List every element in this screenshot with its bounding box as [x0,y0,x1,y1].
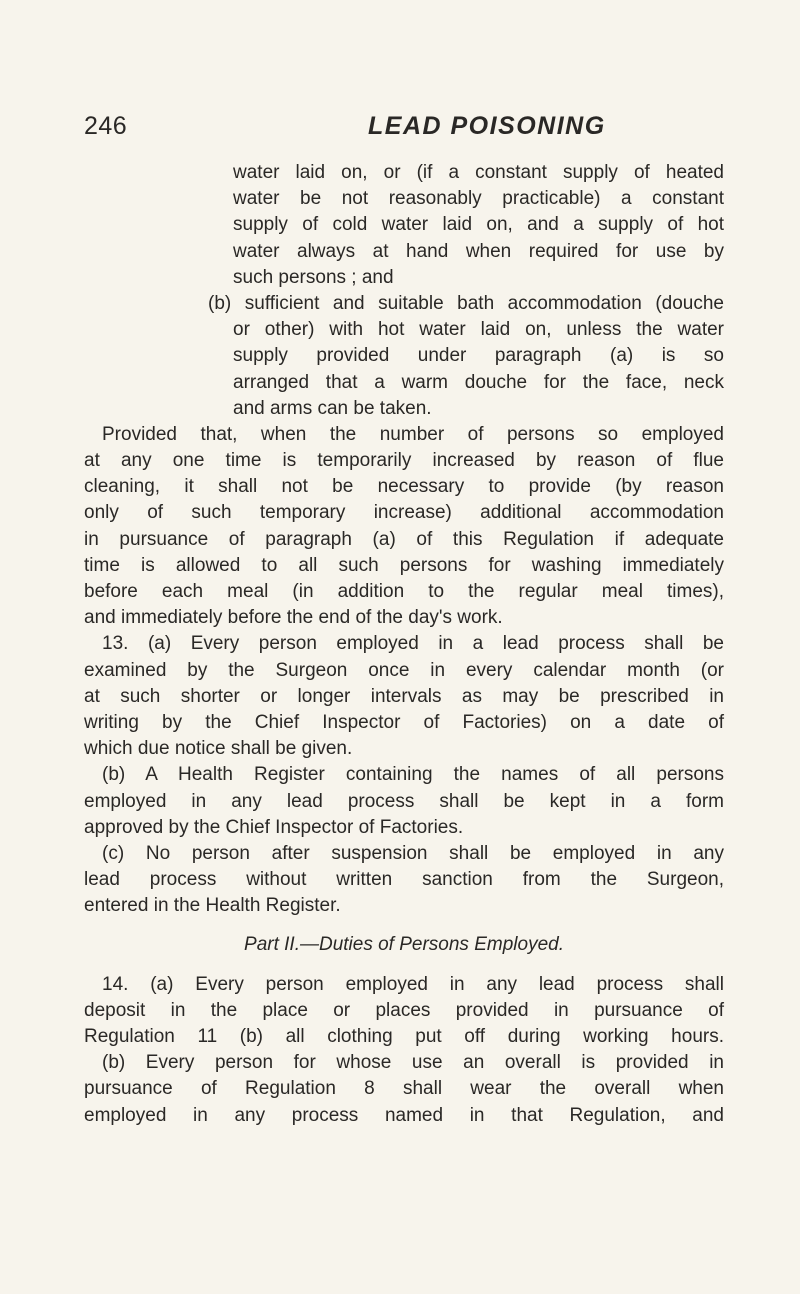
text-line: (b) A Health Register containing the names of all persons [102,764,724,786]
text-line: cleaning, it shall not be necessary to provide (by reason [84,476,724,498]
text-line: approved by the Chief Inspector of Factories. [84,816,464,838]
text-line: employed in any process named in that Regulation, and [84,1104,724,1126]
text-line: lead process without written sanction from the Surgeon, [84,869,724,891]
text-line: and immediately before the end of the day's work. [84,607,503,629]
text-line: deposit in the place or places provided in pursuance of [84,999,724,1021]
page-body [84,160,724,1129]
text-line: arranged that a warm douche for the face, neck [233,371,724,393]
text-line: only of such temporary increase) additional accommodation [84,502,724,524]
section-heading: Part II.—Duties of Persons Employed. [244,934,564,956]
text-line: at any one time is temporarily increased by reason of flue [84,450,724,472]
text-line: supply provided under paragraph (a) is so [233,345,724,367]
text-line: in pursuance of paragraph (a) of this Regulation if adequate [84,528,724,550]
text-line: 14. (a) Every person employed in any lead process shall [102,973,724,995]
text-line: employed in any lead process shall be kept in a form [84,790,724,812]
text-line: (c) No person after suspension shall be employed in any [102,842,724,864]
text-line: 13. (a) Every person employed in a lead process shall be [102,633,724,655]
text-line: examined by the Surgeon once in every calendar month (or [84,659,724,681]
text-line: pursuance of Regulation 8 shall wear the overall when [84,1078,724,1100]
text-line: which due notice shall be given. [84,738,353,760]
text-line: or other) with hot water laid on, unless the water [233,319,724,341]
page-number: 246 [84,112,128,140]
text-line: water laid on, or (if a constant supply of heated [233,162,724,183]
text-line: entered in the Health Register. [84,895,341,917]
text-line: writing by the Chief Inspector of Factories) on a date of [84,711,724,733]
text-line: (b) Every person for whose use an overall is provided in [102,1052,724,1074]
text-line: before each meal (in addition to the regular meal times), [84,581,724,602]
text-line: (b) sufficient and suitable bath accommodation (douche [208,292,724,314]
text-line: Regulation 11 (b) all clothing put off during working hours. [84,1026,724,1047]
running-title: LEAD POISONING [368,112,606,140]
page-header [84,112,724,148]
text-line: time is allowed to all such persons for washing immediately [84,554,724,576]
text-line: water always at hand when required for use by [233,240,724,262]
text-line: Provided that, when the number of persons so employed [102,423,724,445]
text-line: and arms can be taken. [233,397,432,419]
text-line: supply of cold water laid on, and a supply of hot [233,214,724,236]
text-line: water be not reasonably practicable) a constant [233,188,724,210]
text-line: at such shorter or longer intervals as may be prescribed in [84,685,724,707]
text-line: such persons ; and [233,266,394,288]
